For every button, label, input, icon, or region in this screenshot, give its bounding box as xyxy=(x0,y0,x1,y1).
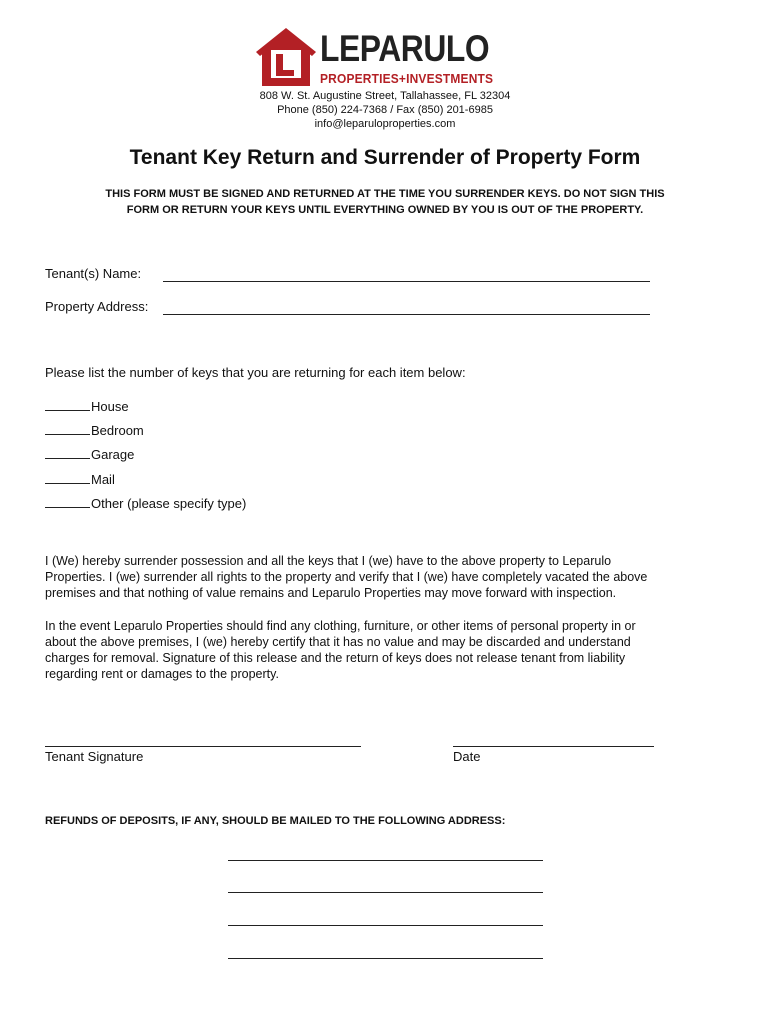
key-item-label: Other (please specify type) xyxy=(91,496,247,511)
property-address-field[interactable] xyxy=(163,314,650,315)
tenant-name-field[interactable] xyxy=(163,281,650,282)
form-warning xyxy=(0,186,770,218)
key-item-house xyxy=(45,398,129,414)
house-logo-icon xyxy=(254,26,318,88)
property-address-label: Property Address: xyxy=(45,299,149,314)
key-count-field[interactable] xyxy=(45,398,90,411)
key-item-bedroom xyxy=(45,422,144,438)
refund-address-line-1[interactable] xyxy=(228,860,543,861)
refund-address-line-2[interactable] xyxy=(228,892,543,893)
company-logo xyxy=(254,26,516,88)
date-label: Date xyxy=(453,749,481,764)
contact-phone-fax: Phone (850) 224-7368 / Fax (850) 201-6985 xyxy=(277,104,493,116)
keys-instruction: Please list the number of keys that you are returning for each item below: xyxy=(45,365,466,380)
date-field[interactable] xyxy=(453,746,654,747)
key-count-field[interactable] xyxy=(45,471,90,484)
tenant-signature-field[interactable] xyxy=(45,746,361,747)
paragraph-line: about the above premises, I (we) hereby certify that it has no value and may be discarded and understand xyxy=(45,635,631,649)
tenant-signature-label: Tenant Signature xyxy=(45,749,144,764)
paragraph-line: In the event Leparulo Properties should find any clothing, furniture, or other items of personal property in or xyxy=(45,619,636,633)
paragraph-line: Properties. I (we) surrender all rights to the property and verify that I (we) have completely vacated the above xyxy=(45,570,648,584)
personal-property-paragraph xyxy=(45,618,725,682)
warning-line-1: THIS FORM MUST BE SIGNED AND RETURNED AT THE TIME YOU SURRENDER KEYS. DO NOT SIGN THIS xyxy=(105,188,665,200)
paragraph-line: charges for removal. Signature of this release and the return of keys does not release tenant from liability xyxy=(45,651,626,665)
key-item-garage xyxy=(45,446,134,462)
contact-address: 808 W. St. Augustine Street, Tallahassee, FL 32304 xyxy=(259,90,511,102)
key-count-field[interactable] xyxy=(45,422,90,435)
tenant-name-label: Tenant(s) Name: xyxy=(45,266,142,281)
paragraph-line: premises and that nothing of value remains and Leparulo Properties may move forward with inspection. xyxy=(45,586,617,600)
key-item-label: Garage xyxy=(91,447,135,462)
key-item-label: House xyxy=(91,399,129,414)
refund-heading: REFUNDS OF DEPOSITS, IF ANY, SHOULD BE MAILED TO THE FOLLOWING ADDRESS: xyxy=(45,815,506,827)
key-item-mail xyxy=(45,471,115,487)
key-item-label: Bedroom xyxy=(91,423,144,438)
surrender-paragraph xyxy=(45,553,725,601)
logo-tagline: PROPERTIES+INVESTMENTS xyxy=(320,71,494,86)
paragraph-line: I (We) hereby surrender possession and all the keys that I (we) have to the above property to Leparulo xyxy=(45,554,612,568)
key-item-label: Mail xyxy=(91,472,115,487)
refund-address-line-3[interactable] xyxy=(228,925,543,926)
contact-email: info@leparuloproperties.com xyxy=(314,118,456,130)
logo-name: LEPARULO xyxy=(320,28,490,69)
key-count-field[interactable] xyxy=(45,446,90,459)
key-count-field[interactable] xyxy=(45,495,90,508)
form-title: Tenant Key Return and Surrender of Property Form xyxy=(129,146,641,169)
key-item-other xyxy=(45,495,246,511)
paragraph-line: regarding rent or damages to the property. xyxy=(45,667,279,681)
warning-line-2: FORM OR RETURN YOUR KEYS UNTIL EVERYTHING OWNED BY YOU IS OUT OF THE PROPERTY. xyxy=(126,204,644,216)
refund-address-line-4[interactable] xyxy=(228,958,543,959)
